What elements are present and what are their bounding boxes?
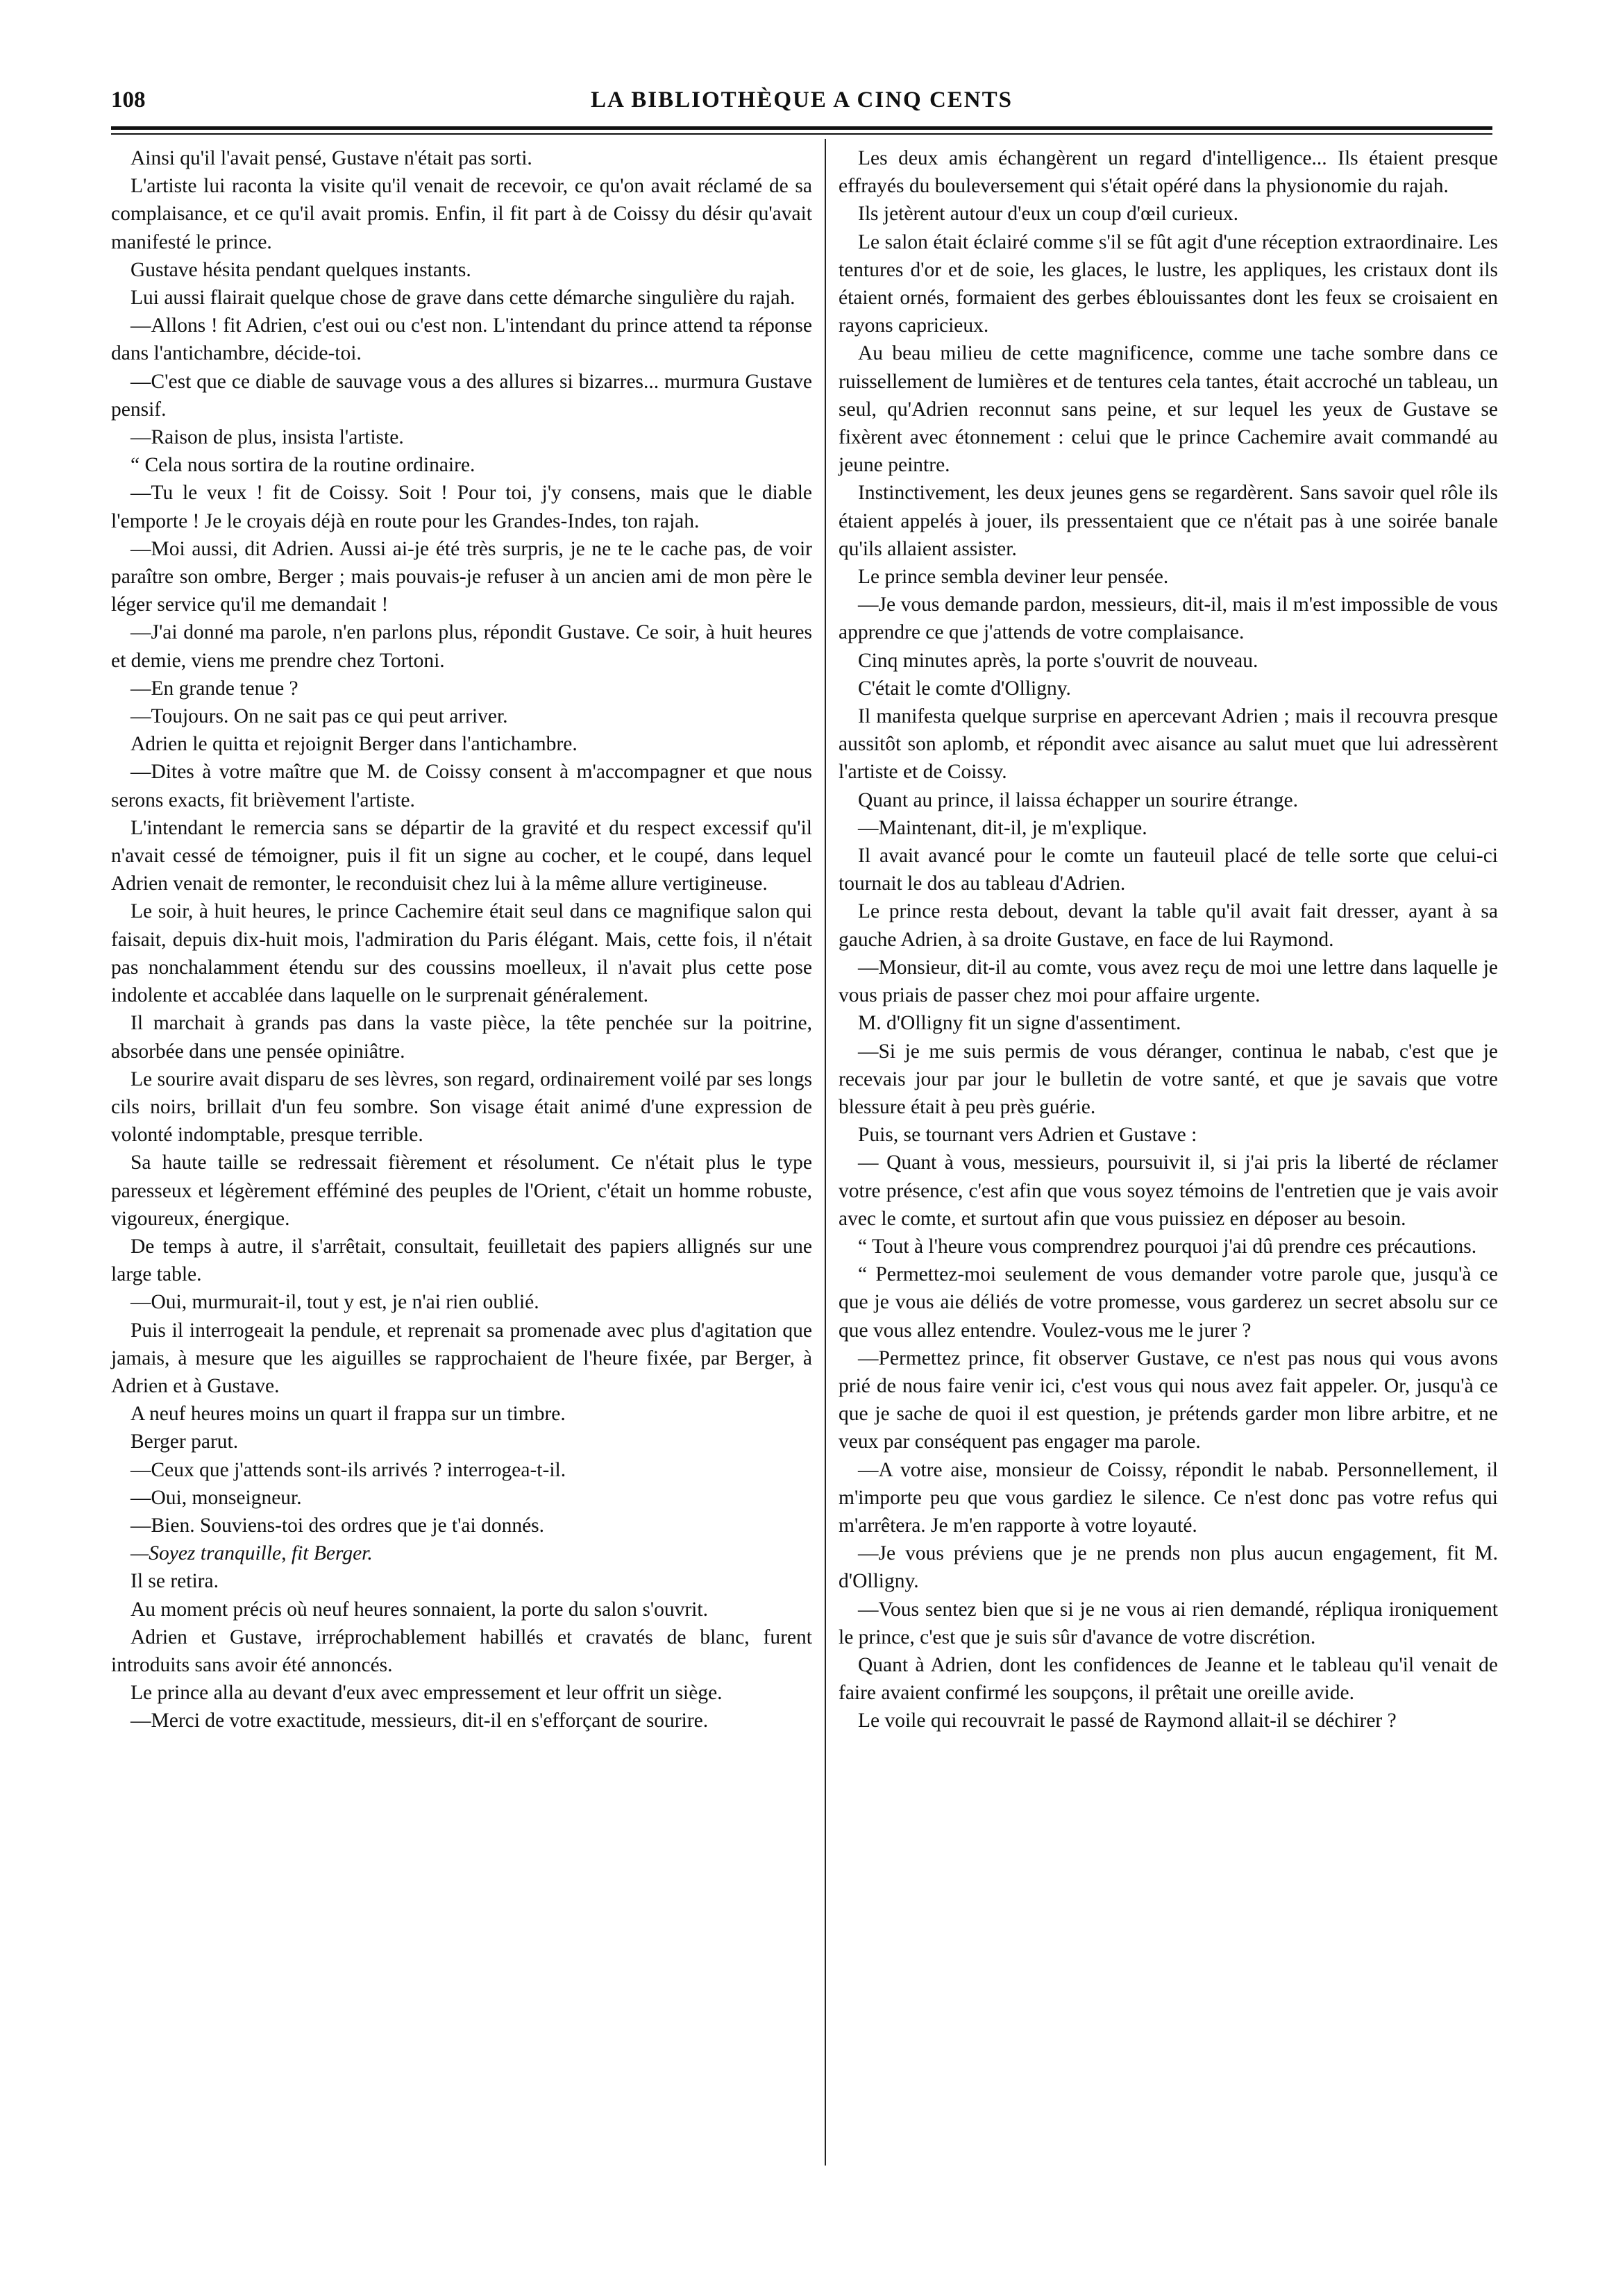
paragraph: —Si je me suis permis de vous déranger, continua le nabab, c'est que je recevais jour par jour le bulletin de votre santé, et que je savais que votre blessure était à peu près guérie. <box>839 1040 1498 1118</box>
paragraph: Gustave hésita pendant quelques instants. <box>130 258 471 281</box>
paragraph: Instinctivement, les deux jeunes gens se regardèrent. Sans savoir quel rôle ils étaient appelés à jouer, ils pressentaient que ce n'était pas à une soirée banale qu'ils allaient assister. <box>839 482 1498 560</box>
paragraph: Adrien et Gustave, irréprochablement habillés et cravatés de blanc, furent introduits sans avoir été annoncés. <box>111 1626 812 1676</box>
paragraph: Au beau milieu de cette magnificence, comme une tache sombre dans ce ruissellement de lumières et de tentures cela tantes, était accroché un tableau, un seul, qu'Adrien reconnut sans peine, et sur lequel les yeux de Gustave se fixèrent avec étonnement : celui que le prince Cachemire avait commandé au jeune peintre. <box>839 342 1498 477</box>
running-title: LA BIBLIOTHÈQUE A CINQ CENTS <box>590 87 1013 112</box>
paragraph: —Ceux que j'attends sont-ils arrivés ? interrogea-t-il. <box>130 1458 566 1481</box>
right-column <box>839 144 1498 1735</box>
left-column <box>111 144 812 1735</box>
paragraph: — Quant à vous, messieurs, poursuivit il, si j'ai pris la liberté de réclamer votre présence, c'est afin que vous soyez témoins de l'entretien que je vais avoir avec le comte, et surtout afin que vous puissiez en déposer au besoin. <box>839 1151 1498 1230</box>
paragraph: —Monsieur, dit-il au comte, vous avez reçu de moi une lettre dans laquelle je vous priais de passer chez moi pour affaire urgente. <box>839 956 1498 1007</box>
paragraph: Puis il interrogeait la pendule, et reprenait sa promenade avec plus d'agitation que jamais, à mesure que les aiguilles se rapprochaient de l'heure fixée, par Berger, à Adrien et à Gustave. <box>111 1319 812 1397</box>
paragraph: —Allons ! fit Adrien, c'est oui ou c'est non. L'intendant du prince attend ta réponse dans l'antichambre, décide-toi. <box>111 314 812 365</box>
paragraph: —Bien. Souviens-toi des ordres que je t'ai donnés. <box>130 1514 545 1537</box>
paragraph: —Raison de plus, insista l'artiste. <box>130 426 404 449</box>
paragraph: L'intendant le remercia sans se départir de la gravité et du respect excessif qu'il n'avait cessé de témoigner, puis il fit un signe au cocher, et le coupé, dans lequel Adrien venait de remonter, le reconduisit chez lui à la même allure vertigineuse. <box>111 816 812 895</box>
paragraph: —Je vous préviens que je ne prends non plus aucun engagement, fit M. d'Olligny. <box>839 1542 1498 1593</box>
paragraph: Le sourire avait disparu de ses lèvres, son regard, ordinairement voilé par ses longs cils noirs, brillait d'un feu sombre. Son visage était animé d'une expression de volonté indomptable, presque terrible. <box>111 1067 812 1147</box>
header-rule-thin <box>111 133 1492 135</box>
paragraph: Ainsi qu'il l'avait pensé, Gustave n'était pas sorti. <box>130 147 532 169</box>
paragraph: Ils jetèrent autour d'eux un coup d'œil curieux. <box>858 203 1239 226</box>
page-number: 108 <box>111 87 146 112</box>
paragraph: Le prince sembla deviner leur pensée. <box>858 566 1169 589</box>
paragraph: —Dites à votre maître que M. de Coissy consent à m'accompagner et que nous serons exacts, fit brièvement l'artiste. <box>111 761 812 811</box>
paragraph: L'artiste lui raconta la visite qu'il venait de recevoir, ce qu'on avait réclamé de sa complaisance, et ce qu'il avait promis. Enfin, il fit part à de Coissy du désir qu'avait manifesté le prince. <box>111 175 812 253</box>
paragraph: Cinq minutes après, la porte s'ouvrit de nouveau. <box>858 649 1258 672</box>
paragraph: Il avait avancé pour le comte un fauteuil placé de telle sorte que celui-ci tournait le dos au tableau d'Adrien. <box>839 845 1498 895</box>
paragraph: Sa haute taille se redressait fièrement et résolument. Ce n'était plus le type paresseux et légèrement efféminé des peuples de l'Orient, c'était un homme robuste, vigoureux, énergique. <box>111 1151 812 1230</box>
paragraph: M. d'Olligny fit un signe d'assentiment. <box>858 1012 1181 1035</box>
paragraph: “ Tout à l'heure vous comprendrez pourquoi j'ai dû prendre ces précautions. <box>858 1235 1477 1258</box>
paragraph: —Soyez tranquille, fit Berger. <box>130 1542 373 1565</box>
paragraph: —J'ai donné ma parole, n'en parlons plus, répondit Gustave. Ce soir, à huit heures et demie, viens me prendre chez Tortoni. <box>111 621 812 672</box>
paragraph: Quant à Adrien, dont les confidences de Jeanne et le tableau qu'il venait de faire avaient confirmé les soupçons, il prêtait une oreille avide. <box>839 1653 1498 1705</box>
paragraph: —Permettez prince, fit observer Gustave, ce n'est pas nous qui vous avons prié de nous faire venir ici, c'est vous qui nous avez fait appeler. Or, jusqu'à ce que je sache de quoi il est question, je prétends garder mon libre arbitre, et ne veux par conséquent pas engager ma parole. <box>839 1347 1498 1453</box>
paragraph: —Oui, monseigneur. <box>130 1486 302 1509</box>
paragraph: Le soir, à huit heures, le prince Cachemire était seul dans ce magnifique salon qui faisait, depuis dix-huit mois, l'admiration du Paris élégant. Mais, cette fois, il n'était pas nonchalamment étendu sur des coussins moelleux, il n'avait plus cette pose indolente et accablée dans laquelle on le surprenait généralement. <box>111 900 812 1007</box>
paragraph: C'était le comte d'Olligny. <box>858 677 1071 700</box>
column-divider <box>825 139 826 2166</box>
paragraph: Le salon était éclairé comme s'il se fût agit d'une réception extraordinaire. Les tentures d'or et de soie, les glaces, le lustre, les appliques, les cristaux dont ils étaient ornés, formaient des gerbes éblouissantes dont les feux se croisaient en rayons capricieux. <box>839 230 1498 337</box>
paragraph: Puis, se tournant vers Adrien et Gustave : <box>858 1124 1197 1147</box>
paragraph: —Merci de votre exactitude, messieurs, dit-il en s'efforçant de sourire. <box>130 1710 709 1732</box>
paragraph: Quant au prince, il laissa échapper un sourire étrange. <box>858 788 1298 811</box>
paragraph: Il manifesta quelque surprise en apercevant Adrien ; mais il recouvra presque aussitôt son aplomb, et répondit avec aisance au salut muet que lui adressèrent l'artiste et de Coissy. <box>839 705 1498 784</box>
paragraph: —C'est que ce diable de sauvage vous a des allures si bizarres... murmura Gustave pensif. <box>111 370 812 421</box>
paragraph: —Je vous demande pardon, messieurs, dit-il, mais il m'est impossible de vous apprendre ce que j'attends de votre complaisance. <box>839 593 1498 644</box>
page-header <box>111 82 1492 124</box>
paragraph: Adrien le quitta et rejoignit Berger dans l'antichambre. <box>130 733 578 756</box>
paragraph: —Vous sentez bien que si je ne vous ai rien demandé, répliqua ironiquement le prince, c'est que je suis sûr d'avance de votre discrétion. <box>839 1598 1498 1648</box>
paragraph: —Moi aussi, dit Adrien. Aussi ai-je été très surpris, je ne te le cache pas, de voir paraître son ombre, Berger ; mais pouvais-je refuser à un ancien ami de mon père le léger service qu'il me demandait ! <box>111 537 812 616</box>
paragraph: —Tu le veux ! fit de Coissy. Soit ! Pour toi, j'y consens, mais que le diable l'emporte ! Je le croyais déjà en route pour les Grandes-Indes, ton rajah. <box>111 482 812 532</box>
paragraph: “ Cela nous sortira de la routine ordinaire. <box>130 454 475 477</box>
paragraph: Au moment précis où neuf heures sonnaient, la porte du salon s'ouvrit. <box>130 1598 708 1621</box>
paragraph: Le prince resta debout, devant la table qu'il avait fait dresser, ayant à sa gauche Adrien, à sa droite Gustave, en face de lui Raymond. <box>839 900 1498 951</box>
paragraph: De temps à autre, il s'arrêtait, consultait, feuilletait des papiers allignés sur une large table. <box>111 1235 812 1286</box>
header-rule-thick <box>111 126 1492 130</box>
paragraph: —A votre aise, monsieur de Coissy, répondit le nabab. Personnellement, il m'importe peu que vous gardiez le silence. Ce n'est donc pas votre refus qui m'arrêtera. Je m'en rapporte à votre loyauté. <box>839 1458 1498 1537</box>
paragraph: —Maintenant, dit-il, je m'explique. <box>858 816 1147 839</box>
paragraph: Il marchait à grands pas dans la vaste pièce, la tête penchée sur la poitrine, absorbée dans une pensée opiniâtre. <box>111 1012 812 1063</box>
paragraph: —Toujours. On ne sait pas ce qui peut arriver. <box>130 705 508 728</box>
paragraph: Le prince alla au devant d'eux avec empressement et leur offrit un siège. <box>130 1682 723 1705</box>
paragraph: Les deux amis échangèrent un regard d'intelligence... Ils étaient presque effrayés du bouleversement qui s'était opéré dans la physionomie du rajah. <box>839 147 1498 198</box>
paragraph: “ Permettez-moi seulement de vous demander votre parole que, jusqu'à ce que je vous aie déliés de votre promesse, vous garderez un secret absolu sur ce que vous allez entendre. Voulez-vous me le jurer ? <box>839 1263 1498 1342</box>
paragraph: A neuf heures moins un quart il frappa sur un timbre. <box>130 1403 566 1426</box>
paragraph: —En grande tenue ? <box>130 677 298 700</box>
paragraph: Lui aussi flairait quelque chose de grave dans cette démarche singulière du rajah. <box>130 287 795 310</box>
paragraph: Berger parut. <box>130 1430 239 1453</box>
paragraph: Il se retira. <box>130 1570 219 1593</box>
paragraph: Le voile qui recouvrait le passé de Raymond allait-il se déchirer ? <box>858 1710 1397 1732</box>
paragraph: —Oui, murmurait-il, tout y est, je n'ai rien oublié. <box>130 1291 539 1314</box>
